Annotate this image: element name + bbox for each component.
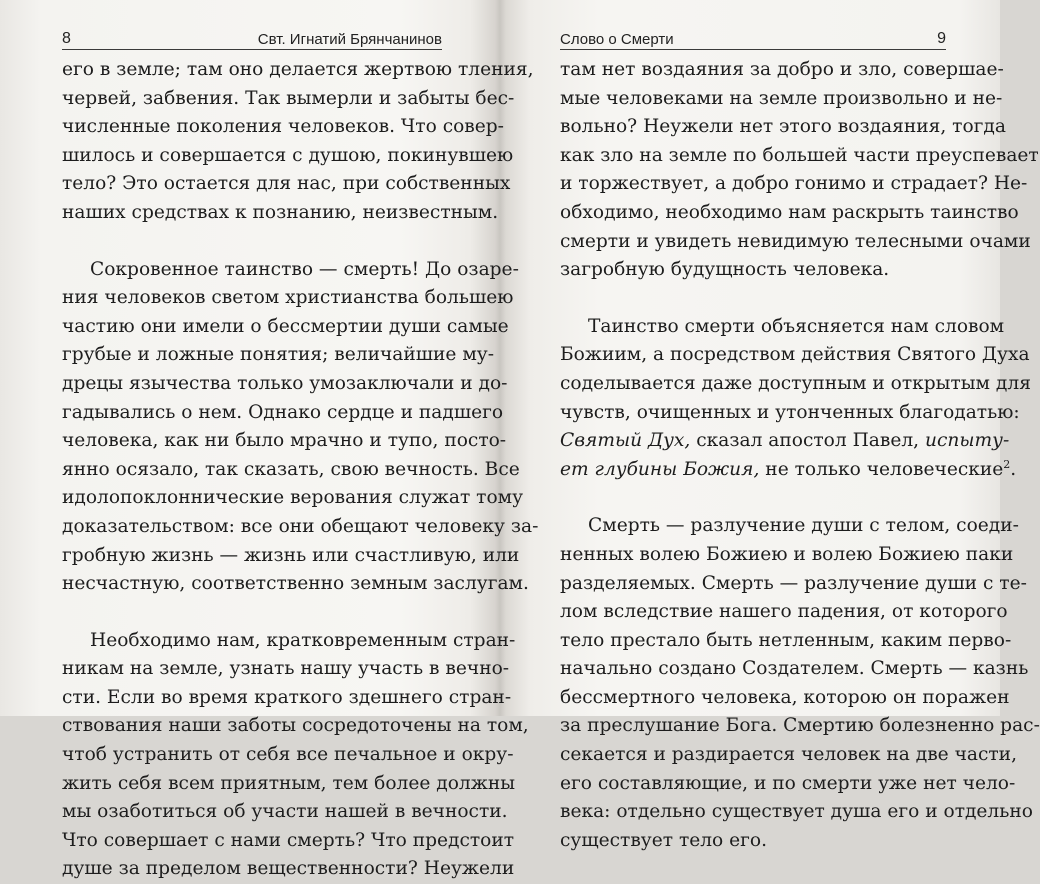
paragraph: [560, 512, 1040, 855]
right-page: [502, 0, 1040, 851]
text-line: смерти и увидеть невидимую телесными очами: [560, 230, 1031, 252]
text-line: мые человеками на земле произвольно и не-: [560, 87, 1003, 109]
paragraph: [62, 56, 534, 228]
text-line: лом вследствие нашего падения, от которого: [560, 601, 1008, 623]
text-line: Смерть — разлучение души с телом, соеди-: [588, 515, 1019, 537]
italic-quote: испыту-: [925, 430, 1010, 452]
text-line: как зло на земле по большей части преуспевает: [560, 144, 1039, 166]
text-line: никам на земле, узнать нашу участь в вечно-: [62, 658, 510, 680]
text-line: вольно? Неужели нет этого воздаяния, тогда: [560, 116, 1006, 138]
running-header-title: Слово о Смерти: [560, 31, 674, 48]
text-line: идолопоклоннические верования служат тому: [62, 487, 524, 509]
page-body: [62, 56, 539, 884]
text-line: тело престало быть нетленным, каким перво-: [560, 629, 1012, 651]
paragraph: [62, 627, 529, 884]
text-line: века: отдельно существует душа его и отдельно: [560, 801, 1033, 823]
paragraph-gap: [560, 285, 946, 313]
text-line: частию они имели о бессмертии души самые: [62, 315, 509, 337]
text-line: наших средствах к познанию, неизвестным.: [62, 201, 499, 223]
page-body: [560, 56, 1040, 855]
text-line: доказательством: все они обещают человеку за-: [62, 515, 539, 537]
text-line: обходимо, необходимо нам раскрыть таинство: [560, 201, 1019, 223]
text-line: численные поколения человеков. Что совер-: [62, 116, 504, 138]
text-line: ненных волею Божиею и волею Божиею паки: [560, 543, 1014, 565]
text-line: ет глубины Божия, не только человеческие$^2$.: [560, 457, 1017, 480]
italic-quote: ет глубины Божия,: [560, 458, 760, 480]
text-line: гробную жизнь — жизнь или счастливую, или: [62, 544, 520, 566]
paragraph: [62, 256, 539, 599]
text-line: человека, как ни было мрачно и тупо, посто-: [62, 430, 507, 452]
paragraph-gap: [62, 228, 442, 256]
text-line: сти. Если во время краткого здешнего стран-: [62, 686, 512, 708]
text-line: грубые и ложные понятия; величайшие му-: [62, 344, 495, 366]
text-line: начально создано Создателем. Смерть — казнь: [560, 658, 1029, 680]
text-line: и торжествует, а добро гонимо и страдает? Не-: [560, 173, 1028, 195]
text-line: янно осязало, так сказать, свою вечность. Все: [62, 458, 520, 480]
text-line: мы озаботиться об участи нашей в вечности.: [62, 801, 508, 823]
paragraph: [560, 313, 1031, 485]
text-line: дрецы язычества только умозаключали и до-: [62, 372, 508, 394]
text-line: соделывается даже доступным и открытым для: [560, 372, 1031, 394]
running-header: [560, 26, 946, 48]
text-line: гадывались о нем. Однако сердце и падшего: [62, 401, 504, 423]
text-line: Таинство смерти объясняется нам словом: [588, 315, 1005, 337]
text-line: Святый Дух, сказал апостол Павел, испыту-: [560, 430, 1010, 452]
text-line: его составляющие, и по смерти уже нет чело-: [560, 772, 1016, 794]
text-line: Божиим, а посредством действия Святого Духа: [560, 344, 1030, 366]
text-line: Что совершает с нами смерть? Что предстоит: [62, 829, 515, 851]
italic-quote: Святый Дух,: [560, 430, 691, 452]
header-rule: [62, 49, 442, 50]
page-number: 8: [62, 30, 71, 47]
paragraph-gap: [560, 484, 946, 512]
text-line: Необходимо нам, кратковременным стран-: [90, 629, 516, 651]
header-rule: [560, 49, 946, 50]
text-line: ствования наши заботы сосредоточены на том,: [62, 715, 529, 737]
text-line: существует тело его.: [560, 829, 768, 851]
text-line: секается и раздирается человек на две части,: [560, 744, 1017, 766]
footnote-marker[interactable]: 2: [1003, 457, 1011, 471]
text-line: за преслушание Бога. Смертию болезненно рас-: [560, 715, 1040, 737]
text-line: тело? Это остается для нас, при собственных: [62, 173, 511, 195]
paragraph: [560, 56, 1039, 285]
text-line: душе за пределом вещественности? Неужели: [62, 858, 515, 880]
text-line: несчастную, соответственно земным заслугам.: [62, 573, 529, 595]
running-header-title: Свт. Игнатий Брянчанинов: [257, 31, 442, 48]
text-line: загробную будущность человека.: [560, 259, 890, 281]
text-line: червей, забвения. Так вымерли и забыты бес-: [62, 87, 515, 109]
page-number: 9: [937, 30, 946, 47]
text-line: ния человеков светом христианства большею: [62, 287, 514, 309]
text-line: жить себя всем приятным, тем более должны: [62, 772, 516, 794]
text-line: чувств, очищенных и утонченных благодатью:: [560, 401, 1020, 423]
text-line: Сокровенное таинство — смерть! До озаре-: [90, 258, 519, 280]
text-line: его в земле; там оно делается жертвою тления,: [62, 59, 534, 80]
text-line: шилось и совершается с душою, покинувшею: [62, 144, 514, 166]
text-line: бессмертного человека, которою он поражен: [560, 686, 1010, 708]
text-line: чтоб устранить от себя все печальное и окру-: [62, 744, 514, 766]
paragraph-gap: [62, 599, 442, 627]
text-line: разделяемых. Смерть — разлучение души с те-: [560, 572, 1027, 594]
text-line: там нет воздаяния за добро и зло, совершае-: [560, 59, 1004, 80]
running-header: [62, 26, 442, 48]
